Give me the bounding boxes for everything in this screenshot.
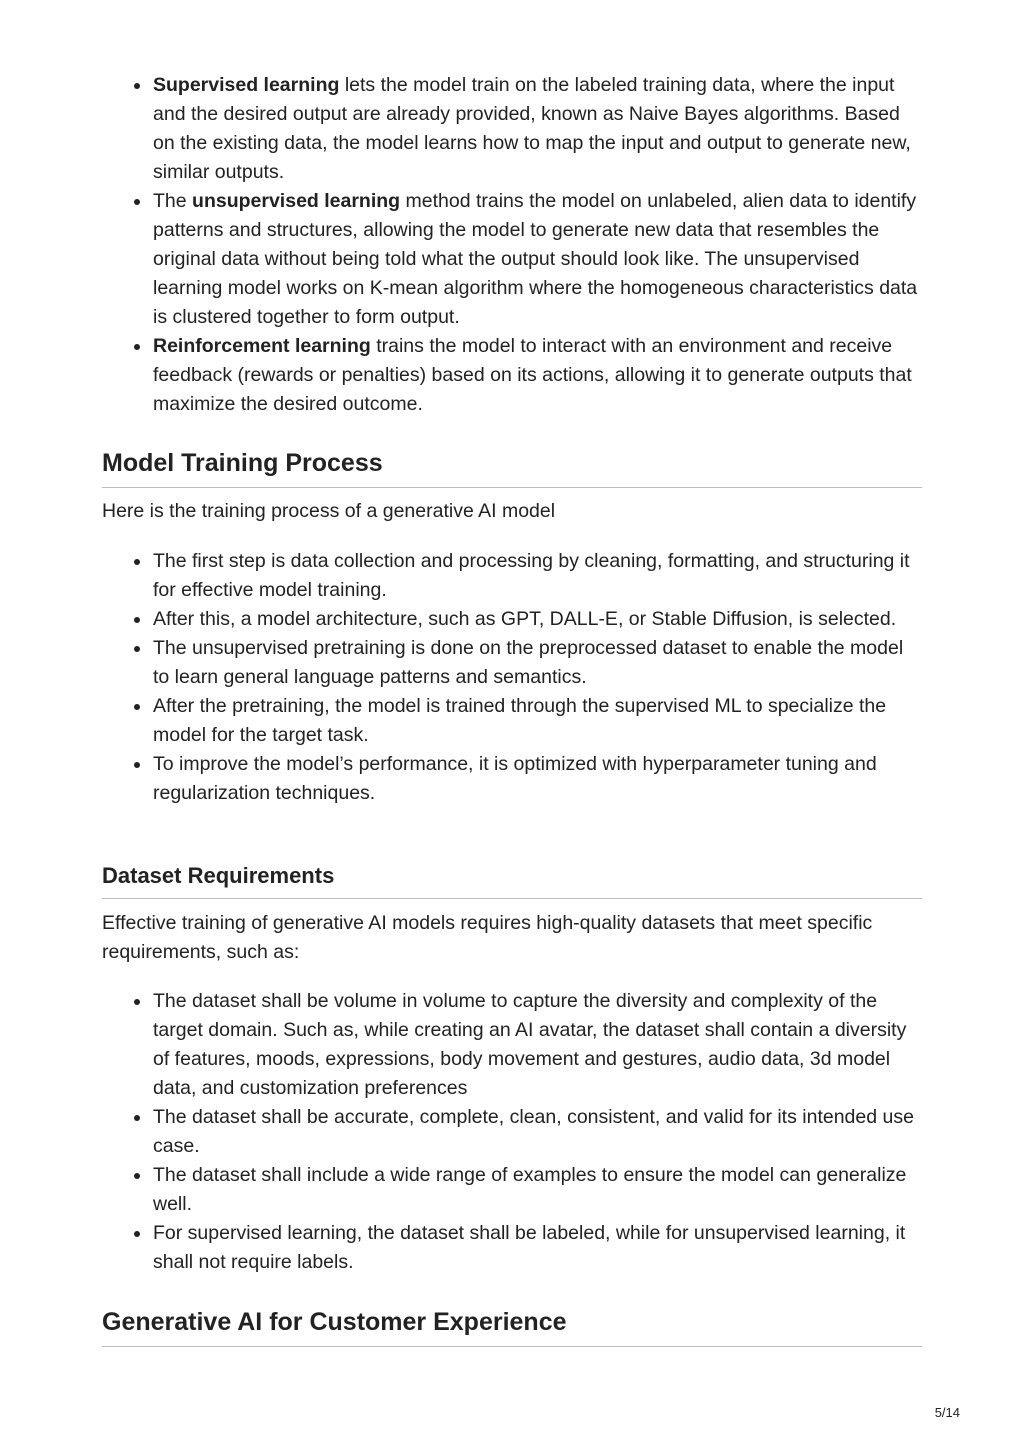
learning-types-list	[102, 71, 922, 419]
list-item	[102, 71, 922, 187]
list-item	[102, 187, 922, 332]
term-supervised-learning: Supervised learning	[153, 74, 340, 96]
list-item-text: method trains the model on unlabeled, alien data to identify patterns and structures, allowing the model to generate new data that resembles the original data without being told what the output should look like. The unsupervised learning model works on K-mean algorithm where the homogeneous characteristics data is clustered together to form output.	[153, 190, 918, 328]
list-item: The unsupervised pretraining is done on the preprocessed dataset to enable the model to learn general language patterns and semantics.	[102, 634, 922, 692]
model-training-heading: Model Training Process	[102, 448, 922, 488]
dataset-requirements-heading: Dataset Requirements	[102, 862, 922, 899]
list-item: The dataset shall be volume in volume to capture the diversity and complexity of the target domain. Such as, while creating an AI avatar, the dataset shall contain a diversity of features, moods, expressions, body movement and gestures, audio data, 3d model data, and customization preferences	[102, 987, 922, 1103]
model-training-intro: Here is the training process of a generative AI model	[102, 500, 556, 522]
list-item: After this, a model architecture, such as GPT, DALL-E, or Stable Diffusion, is selected.	[102, 605, 922, 634]
dataset-requirements-intro: Effective training of generative AI models requires high-quality datasets that meet specific requirements, such as:	[102, 912, 873, 963]
list-item: The dataset shall include a wide range of examples to ensure the model can generalize well.	[102, 1161, 922, 1219]
list-item: After the pretraining, the model is trained through the supervised ML to specialize the model for the target task.	[102, 692, 922, 750]
list-item-text: trains the model to interact with an environment and receive feedback (rewards or penalties) based on its actions, allowing it to generate outputs that maximize the desired outcome.	[153, 335, 912, 415]
term-reinforcement-learning: Reinforcement learning	[153, 335, 371, 357]
customer-experience-heading: Generative AI for Customer Experience	[102, 1307, 922, 1347]
list-item: To improve the model’s performance, it is optimized with hyperparameter tuning and regularization techniques.	[102, 750, 922, 808]
list-item: For supervised learning, the dataset shall be labeled, while for unsupervised learning, it shall not require labels.	[102, 1219, 922, 1277]
dataset-requirements-list	[102, 987, 922, 1277]
list-item-prefix: The	[153, 190, 193, 212]
list-item-text: lets the model train on the labeled training data, where the input and the desired output are already provided, known as Naive Bayes algorithms. Based on the existing data, the model learns how to map the input and output to generate new, similar outputs.	[153, 74, 911, 183]
list-item: The first step is data collection and processing by cleaning, formatting, and structuring it for effective model training.	[102, 547, 922, 605]
page-number: 5/14	[934, 1405, 960, 1420]
term-unsupervised-learning: unsupervised learning	[192, 190, 401, 212]
list-item	[102, 332, 922, 419]
list-item: The dataset shall be accurate, complete, clean, consistent, and valid for its intended use case.	[102, 1103, 922, 1161]
model-training-steps	[102, 547, 922, 808]
